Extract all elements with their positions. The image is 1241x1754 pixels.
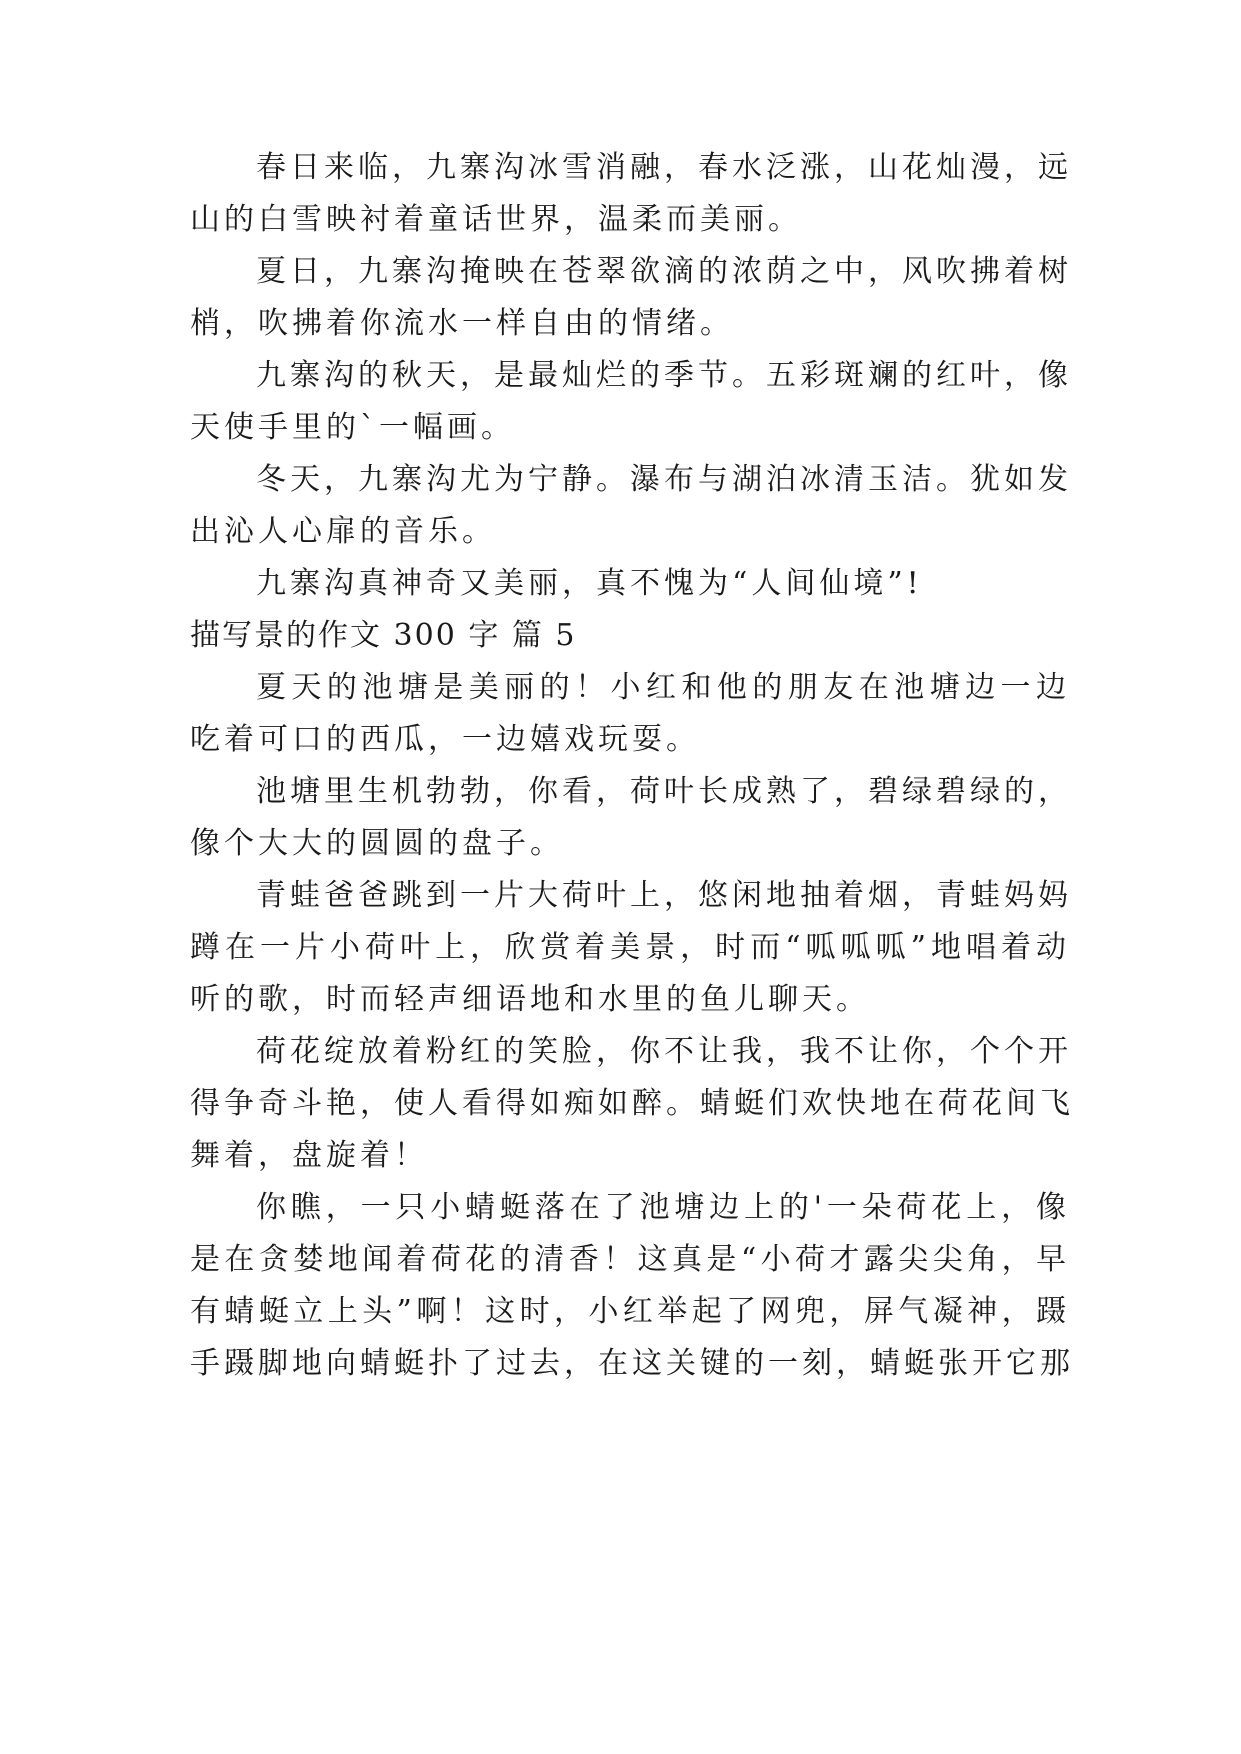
paragraph-line: 是在贪婪地闻着荷花的清香！这真是“小荷才露尖尖角，早	[190, 1242, 1070, 1277]
paragraph-line: 夏日，九寨沟掩映在苍翠欲滴的浓荫之中，风吹拂着树	[256, 254, 1072, 289]
paragraph-line: 青蛙爸爸跳到一片大荷叶上，悠闲地抽着烟，青蛙妈妈	[256, 878, 1072, 913]
paragraph-line: 舞着，盘旋着！	[190, 1138, 428, 1173]
paragraph-line: 九寨沟的秋天，是最灿烂的季节。五彩斑斓的红叶，像	[256, 358, 1072, 393]
paragraph-line: 冬天，九寨沟尤为宁静。瀑布与湖泊冰清玉洁。犹如发	[256, 462, 1072, 497]
paragraph-line: 天使手里的`一幅画。	[190, 410, 515, 445]
paragraph-line: 出沁人心扉的音乐。	[190, 514, 496, 549]
paragraph-line: 梢，吹拂着你流水一样自由的情绪。	[190, 306, 734, 341]
section-heading: 描写景的作文 300 字 篇 5	[190, 618, 577, 653]
paragraph-line: 你瞧，一只小蜻蜓落在了池塘边上的'一朵荷花上，像	[256, 1190, 1070, 1225]
paragraph-line: 山的白雪映衬着童话世界，温柔而美丽。	[190, 202, 802, 237]
paragraph-line: 蹲在一片小荷叶上，欣赏着美景，时而“呱呱呱”地唱着动	[190, 930, 1070, 965]
paragraph-line: 吃着可口的西瓜，一边嬉戏玩耍。	[190, 722, 700, 757]
paragraph-line: 听的歌，时而轻声细语地和水里的鱼儿聊天。	[190, 982, 870, 1017]
paragraph-line: 九寨沟真神奇又美丽，真不愧为“人间仙境”!	[256, 566, 923, 601]
paragraph-line: 有蜻蜓立上头”啊！这时，小红举起了网兜，屏气凝神，蹑	[190, 1294, 1070, 1329]
paragraph-line: 荷花绽放着粉红的笑脸，你不让我，我不让你，个个开	[256, 1034, 1072, 1069]
paragraph-line: 夏天的池塘是美丽的！小红和他的朋友在池塘边一边	[256, 670, 1070, 705]
paragraph-line: 像个大大的圆圆的盘子。	[190, 826, 564, 861]
paragraph-line: 手蹑脚地向蜻蜓扑了过去，在这关键的一刻，蜻蜓张开它那	[190, 1346, 1074, 1381]
paragraph-line: 池塘里生机勃勃，你看，荷叶长成熟了，碧绿碧绿的，	[256, 774, 1072, 809]
paragraph-line: 春日来临，九寨沟冰雪消融，春水泛涨，山花灿漫，远	[256, 150, 1072, 185]
paragraph-line: 得争奇斗艳，使人看得如痴如醉。蜻蜓们欢快地在荷花间飞	[190, 1086, 1074, 1121]
